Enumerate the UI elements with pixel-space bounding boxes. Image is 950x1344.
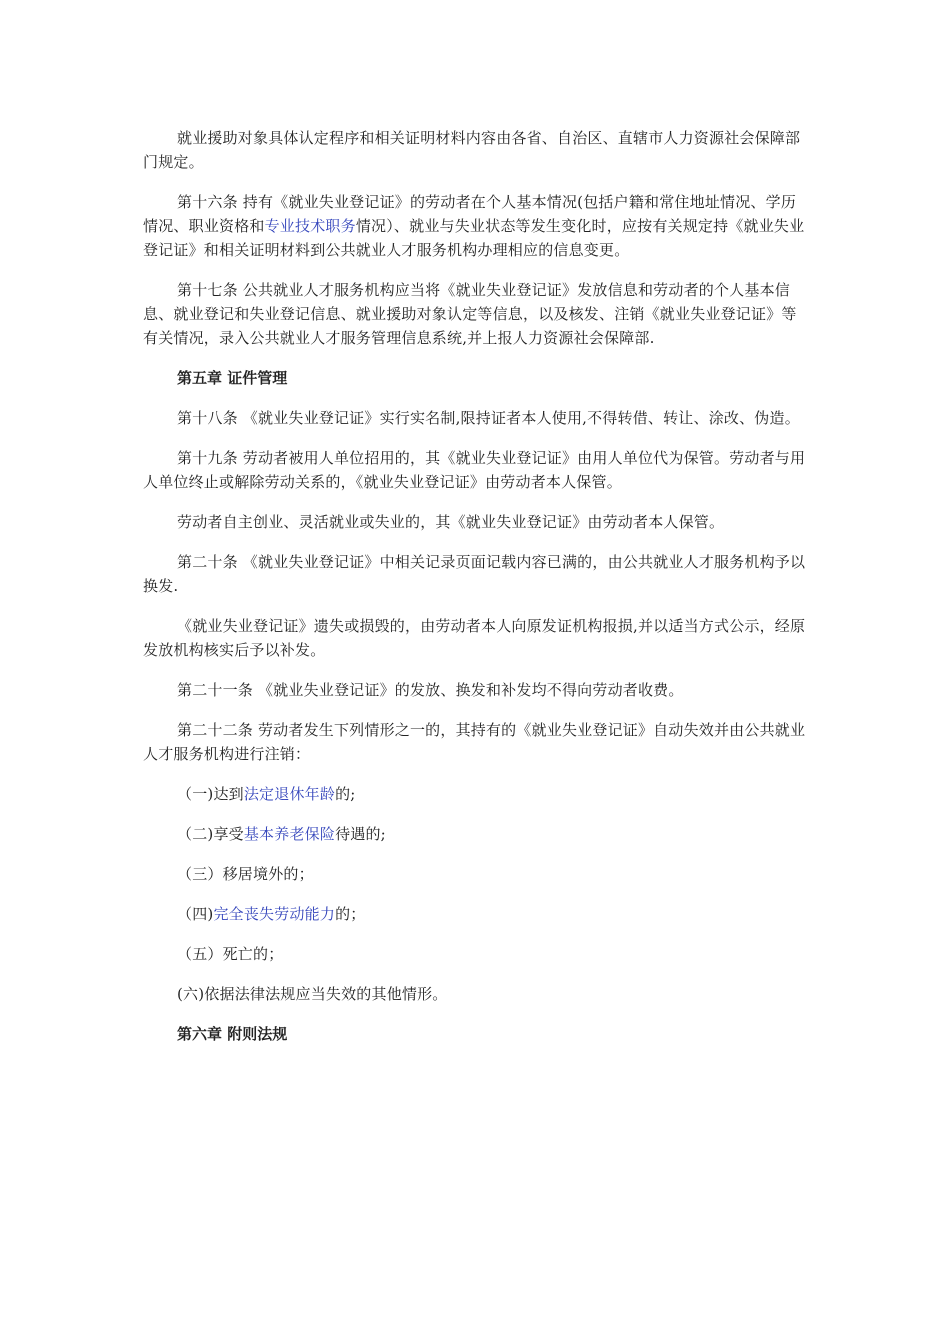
paragraph-lost-card: 《就业失业登记证》遗失或损毁的，由劳动者本人向原发证机构报损,并以适当方式公示，经原发放机构核实后予以补发。 (143, 617, 806, 659)
article-21: 第二十一条 《就业失业登记证》的发放、换发和补发均不得向劳动者收费。 (177, 681, 684, 699)
list-item-4 (143, 902, 810, 926)
list-item-1 (143, 782, 810, 806)
list-item-6: (六)依据法律法规应当失效的其他情形。 (177, 985, 448, 1003)
link-legal-retirement-age[interactable]: 法定退休年龄 (243, 785, 336, 803)
article-16-text-b: 情况）、就业与失业状态等发生变化时，应按有关规定持《就业失业登记证》和相关证明材料到公共就业人才服务机构办理相应的信息变更。 (143, 217, 805, 259)
document-page (143, 126, 810, 1062)
chapter-6-heading: 第六章 附则法规 (177, 1025, 288, 1043)
list-item-2-text-b: 待遇的; (335, 825, 386, 843)
list-item-2-text-a: （二)享受 (177, 825, 244, 843)
article-19: 第十九条 劳动者被用人单位招用的，其《就业失业登记证》由用人单位代为保管。劳动者与用人单位终止或解除劳动关系的，《就业失业登记证》由劳动者本人保管。 (143, 449, 806, 491)
list-item-4-text-a: （四) (177, 905, 214, 923)
article-22: 第二十二条 劳动者发生下列情形之一的，其持有的《就业失业登记证》自动失效并由公共就业人才服务机构进行注销： (143, 721, 806, 763)
list-item-3: （三）移居境外的； (177, 865, 314, 883)
chapter-5-heading: 第五章 证件管理 (177, 369, 288, 387)
article-16-text-a: 第十六条 持有《就业失业登记证》的劳动者在个人基本情况(包括户籍和常住地址情况、学历情况、职业资格和 (143, 193, 797, 235)
list-item-2 (143, 822, 810, 846)
list-item-1-text-a: （一)达到 (177, 785, 244, 803)
link-total-loss-of-labor-capacity[interactable]: 完全丧失劳动能力 (213, 905, 336, 923)
list-item-4-text-b: 的； (335, 905, 366, 923)
paragraph-self-employed: 劳动者自主创业、灵活就业或失业的，其《就业失业登记证》由劳动者本人保管。 (177, 513, 725, 531)
article-16 (143, 190, 810, 262)
paragraph-assistance-procedure: 就业援助对象具体认定程序和相关证明材料内容由各省、自治区、直辖市人力资源社会保障部门规定。 (143, 129, 801, 171)
list-item-5: （五）死亡的； (177, 945, 284, 963)
article-17: 第十七条 公共就业人才服务机构应当将《就业失业登记证》发放信息和劳动者的个人基本信息、就业登记和失业登记信息、就业援助对象认定等信息，以及核发、注销《就业失业登记证》等有关情况，录入公共就业人才服务管理信息系统,并上报人力资源社会保障部. (143, 281, 797, 347)
link-professional-technical-position[interactable]: 专业技术职务 (264, 217, 356, 235)
link-basic-pension-insurance[interactable]: 基本养老保险 (243, 825, 336, 843)
list-item-1-text-b: 的; (335, 785, 356, 803)
article-20: 第二十条 《就业失业登记证》中相关记录页面记载内容已满的，由公共就业人才服务机构予以换发. (143, 553, 806, 595)
article-18: 第十八条 《就业失业登记证》实行实名制,限持证者本人使用,不得转借、转让、涂改、伪造。 (177, 409, 800, 427)
